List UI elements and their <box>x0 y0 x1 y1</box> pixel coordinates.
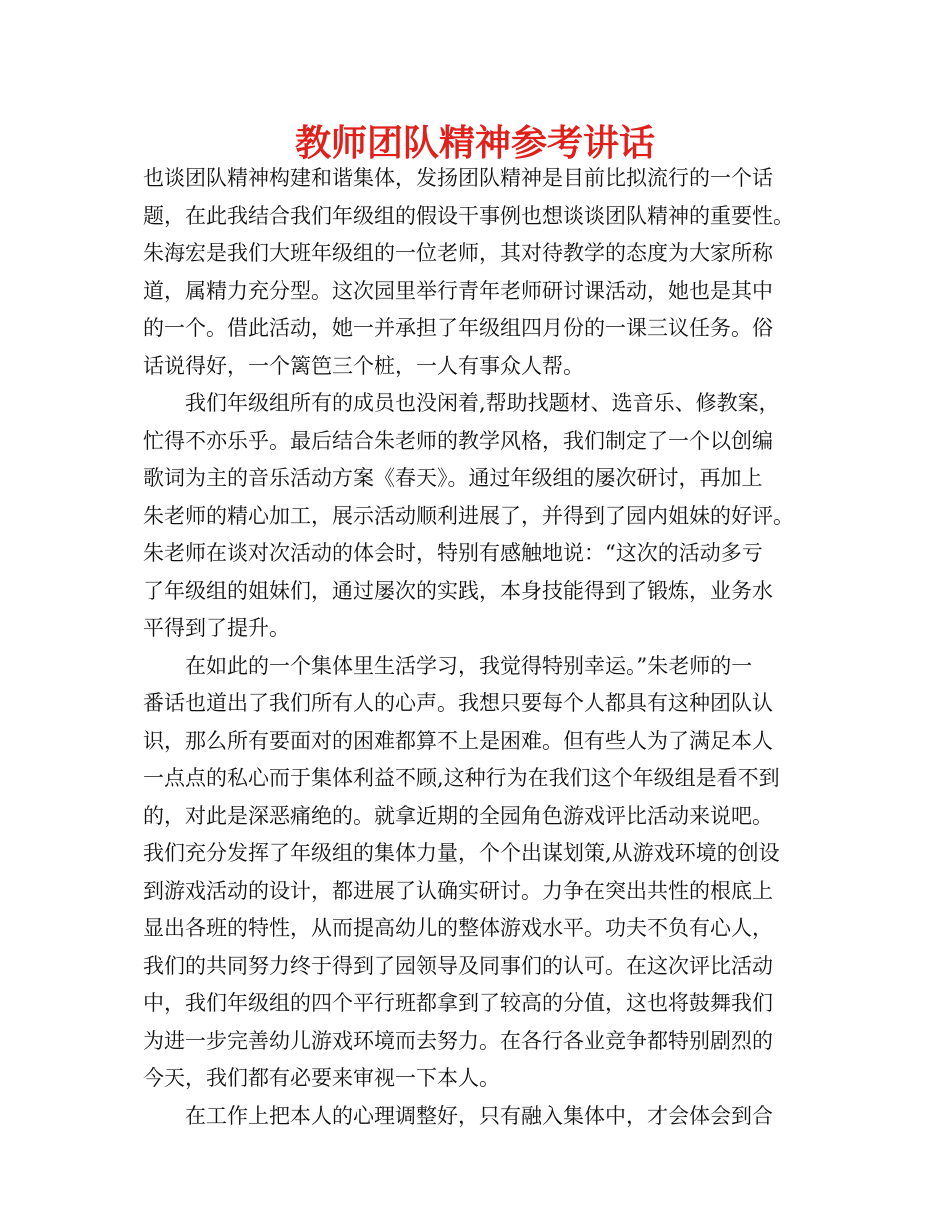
paragraph-line: 我们充分发挥了年级组的集体力量，个个出谋划策,从游戏环境的创设 <box>143 841 780 865</box>
paragraph-line: 的一个。借此活动，她一并承担了年级组四月份的一课三议任务。俗 <box>143 316 773 340</box>
document-title: 教师团队精神参考讲话 <box>294 123 655 164</box>
document-body <box>143 160 823 1135</box>
paragraph-line: 今天，我们都有必要来审视一下本人。 <box>143 1066 500 1090</box>
paragraph-line: 一点点的私心而于集体利益不顾,这种行为在我们这个年级组是看不到 <box>143 766 780 790</box>
paragraph-line: 道，属精力充分型。这次园里举行青年老师研讨课活动，她也是其中 <box>143 278 773 303</box>
paragraph-line: 也谈团队精神构建和谐集体，发扬团队精神是目前比拟流行的一个话 <box>143 166 773 190</box>
paragraph-line: 朱老师在谈对次活动的体会时，特别有感触地说：“这次的活动多亏 <box>143 541 763 565</box>
paragraph-line: 歌词为主的音乐活动方案《春天》。通过年级组的屡次研讨，再加上 <box>143 466 763 490</box>
paragraph-line: 了年级组的姐妹们，通过屡次的实践，本身技能得到了锻炼，业务水 <box>143 578 773 603</box>
paragraph-line: 为进一步完善幼儿游戏环境而去努力。在各行各业竞争都特别剧烈的 <box>143 1028 773 1053</box>
paragraph-line: 题，在此我结合我们年级组的假设干事例也想谈谈团队精神的重要性。 <box>143 203 794 228</box>
paragraph-line: 朱海宏是我们大班年级组的一位老师，其对待教学的态度为大家所称 <box>143 241 773 265</box>
paragraph-line: 忙得不亦乐乎。最后结合朱老师的教学风格，我们制定了一个以创编 <box>143 428 773 453</box>
paragraph-line: 中，我们年级组的四个平行班都拿到了较高的分值，这也将鼓舞我们 <box>143 991 773 1015</box>
paragraph-line: 识，那么所有要面对的困难都算不上是困难。但有些人为了满足本人 <box>143 728 773 753</box>
paragraph-line: 显出各班的特性，从而提高幼儿的整体游戏水平。功夫不负有心人， <box>143 916 773 940</box>
paragraph-line: 的，对此是深恶痛绝的。就拿近期的全园角色游戏评比活动来说吧。 <box>143 803 773 828</box>
paragraph-line: 平得到了提升。 <box>143 616 290 640</box>
paragraph-line: 我们的共同努力终于得到了园领导及同事们的认可。在这次评比活动 <box>143 953 773 978</box>
paragraph-line: 我们年级组所有的成员也没闲着,帮助找题材、选音乐、修教案， <box>185 391 780 415</box>
paragraph-line: 朱老师的精心加工，展示活动顺利进展了，并得到了园内姐妹的好评。 <box>143 503 794 528</box>
paragraph-line: 到游戏活动的设计，都进展了认确实研讨。力争在突出共性的根底上 <box>143 878 773 903</box>
paragraph-line: 在工作上把本人的心理调整好，只有融入集体中，才会体会到合 <box>185 1103 773 1128</box>
paragraph-line: 话说得好，一个篱笆三个桩，一人有事众人帮。 <box>143 353 584 378</box>
paragraph-line: 在如此的一个集体里生活学习，我觉得特别幸运。”朱老师的一 <box>185 653 753 678</box>
paragraph-line: 番话也道出了我们所有人的心声。我想只要每个人都具有这种团队认 <box>143 691 773 715</box>
